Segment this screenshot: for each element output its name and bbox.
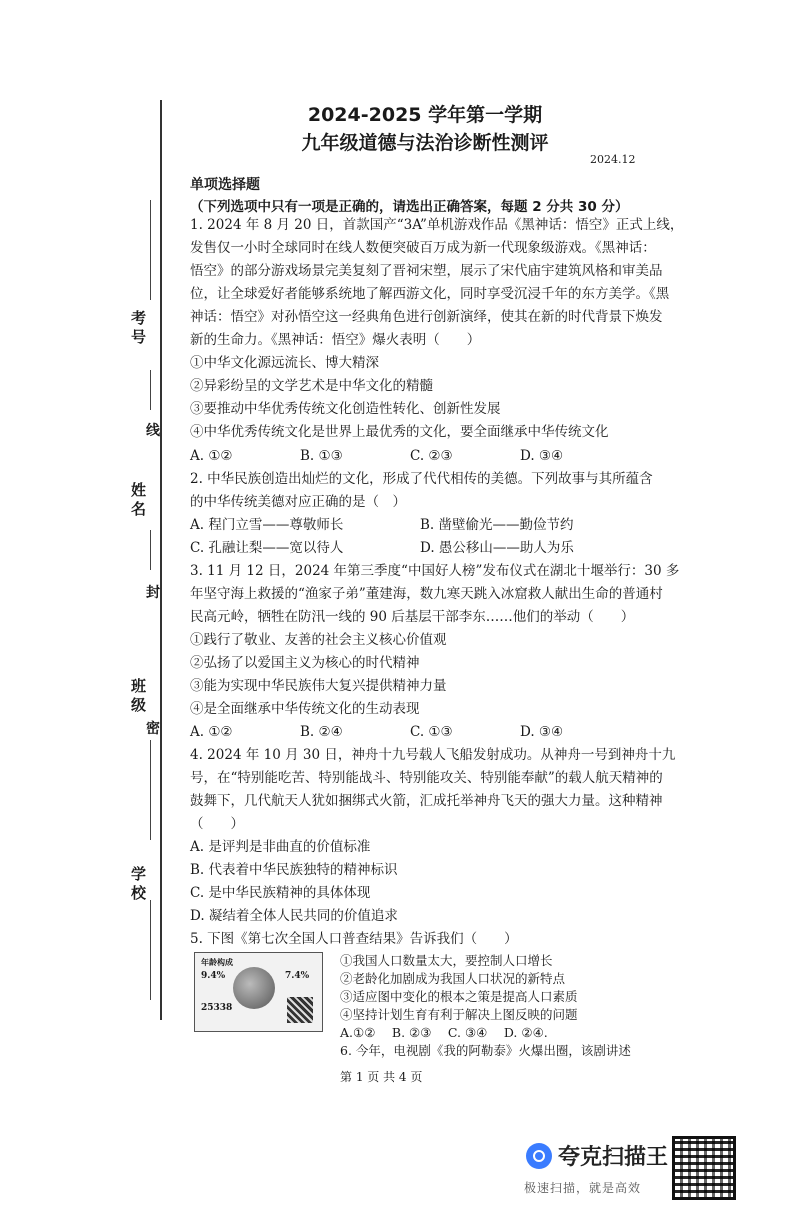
q6-line: 6. 今年，电视剧《我的阿勒泰》火爆出圈，该剧讲述 xyxy=(340,1043,631,1058)
q3-line: 3. 11 月 12 日，2024 年第三季度“中国好人榜”发布仪式在湖北十堰举行：30 多 xyxy=(190,563,680,579)
q5-statement: ④坚持计划生育有利于解决上图反映的问题 xyxy=(340,1007,578,1022)
census-image xyxy=(194,952,323,1032)
q4-option-a[interactable]: A. 是评判是非曲直的价值标准 xyxy=(190,839,371,855)
section-instruction: （下列选项中只有一项是正确的，请选出正确答案，每题 2 分共 30 分） xyxy=(190,199,629,215)
q4-option-c[interactable]: C. 是中华民族精神的具体体现 xyxy=(190,885,371,901)
q2-line: 的中华传统美德对应正确的是（ ） xyxy=(190,494,406,510)
q4-option-b[interactable]: B. 代表着中华民族独特的精神标识 xyxy=(190,862,398,878)
q4-line: 鼓舞下，几代航天人犹如捆绑式火箭，汇成托举神舟飞天的强大力量。这种精神 xyxy=(190,793,663,809)
q1-option-a[interactable]: A. ①② xyxy=(190,448,233,464)
q5-stem: 5. 下图《第七次全国人口普查结果》告诉我们（ ） xyxy=(190,931,518,947)
quark-logo-icon xyxy=(526,1143,552,1169)
name-blank-top xyxy=(150,370,151,410)
exam-title-subject: 九年级道德与法治诊断性测评 xyxy=(301,132,549,154)
exam-no-blank xyxy=(150,200,151,300)
q1-line: 新的生命力。《黑神话：悟空》爆火表明（ ） xyxy=(190,332,481,348)
q3-option-a[interactable]: A. ①② xyxy=(190,724,233,740)
q2-options-row1 xyxy=(190,515,650,535)
q1-line: 1. 2024 年 8 月 20 日，首款国产“3A”单机游戏作品《黑神话：悟空》正式上线， xyxy=(190,217,684,233)
q5-statement: ③适应图中变化的根本之策是提高人口素质 xyxy=(340,989,578,1004)
q3-options xyxy=(190,722,630,742)
cut-close-mark: 密 xyxy=(146,721,160,737)
q1-statement: ②异彩纷呈的文学艺术是中华文化的精髓 xyxy=(190,378,433,394)
q5-options[interactable]: A.①② B. ②③ C. ③④ D. ②④. xyxy=(340,1025,548,1040)
class-blank xyxy=(150,740,151,840)
q3-statement: ①践行了敬业、友善的社会主义核心价值观 xyxy=(190,632,447,648)
q1-line: 神话：悟空》对孙悟空这一经典角色进行创新演绎，使其在新的时代背景下焕发 xyxy=(190,309,663,325)
q3-option-d[interactable]: D. ③④ xyxy=(520,724,564,740)
q2-option-d[interactable]: D. 愚公移山——助人为乐 xyxy=(420,540,574,556)
cut-seal-mark: 封 xyxy=(146,585,160,601)
exam-title-term: 2024-2025 学年第一学期 xyxy=(307,104,543,126)
exam-date: 2024.12 xyxy=(590,153,636,166)
school-blank xyxy=(150,900,151,1000)
census-number-2: 7.4% xyxy=(285,971,310,981)
q2-option-a[interactable]: A. 程门立雪——尊敬师长 xyxy=(190,517,344,533)
q1-line: 悟空》的部分游戏场景完美复刻了晋祠宋塑，展示了宋代庙宇建筑风格和审美品 xyxy=(190,263,663,279)
binding-line xyxy=(160,100,162,1020)
q3-line: 民高元岭，牺牲在防汛一线的 90 后基层干部李东……他们的举动（ ） xyxy=(190,609,635,625)
q3-line: 年坚守海上救援的“渔家子弟”董建海，数九寒天跳入冰窟救人献出生命的普通村 xyxy=(190,586,663,602)
q3-statement: ②弘扬了以爱国主义为核心的时代精神 xyxy=(190,655,420,671)
q4-option-d[interactable]: D. 凝结着全体人民共同的价值追求 xyxy=(190,908,398,924)
page-number: 第 1 页 共 4 页 xyxy=(340,1070,423,1084)
q1-statement: ④中华优秀传统文化是世界上最优秀的文化，要全面继承中华传统文化 xyxy=(190,424,609,440)
q5-statement: ①我国人口数量太大，要控制人口增长 xyxy=(340,953,553,968)
q4-line: 4. 2024 年 10 月 30 日，神舟十九号载人飞船发射成功。从神舟一号到神舟十九 xyxy=(190,747,676,763)
q1-option-b[interactable]: B. ①③ xyxy=(300,448,343,464)
q2-line: 2. 中华民族创造出灿烂的文化，形成了代代相传的美德。下列故事与其所蕴含 xyxy=(190,471,653,487)
census-globe-image xyxy=(233,967,275,1009)
q1-option-d[interactable]: D. ③④ xyxy=(520,448,564,464)
q2-options-row2 xyxy=(190,538,650,558)
section-title: 单项选择题 xyxy=(190,177,260,193)
q4-line: 号，在“特别能吃苦、特别能战斗、特别能攻关、特别能奉献”的载人航天精神的 xyxy=(190,770,663,786)
q3-option-c[interactable]: C. ①③ xyxy=(410,724,453,740)
name-label: 姓名 xyxy=(129,482,147,520)
class-label: 班级 xyxy=(129,678,147,716)
q5-statement: ②老龄化加剧成为我国人口状况的新特点 xyxy=(340,971,566,986)
q2-option-b[interactable]: B. 凿壁偷光——勤俭节约 xyxy=(420,517,574,533)
q4-line: （ ） xyxy=(190,816,244,832)
exam-no-label: 考号 xyxy=(129,310,147,348)
name-blank xyxy=(150,530,151,570)
census-qr-icon xyxy=(287,997,313,1023)
census-number-1: 9.4% xyxy=(201,971,226,981)
q1-options xyxy=(190,446,630,466)
scanner-slogan: 极速扫描，就是高效 xyxy=(524,1181,642,1195)
q1-option-c[interactable]: C. ②③ xyxy=(410,448,453,464)
q3-statement: ③能为实现中华民族伟大复兴提供精神力量 xyxy=(190,678,447,694)
q1-statement: ①中华文化源远流长、博大精深 xyxy=(190,355,379,371)
q2-option-c[interactable]: C. 孔融让梨——宽以待人 xyxy=(190,540,344,556)
q1-line: 发售仅一小时全球同时在线人数便突破百万成为新一代现象级游戏。《黑神话： xyxy=(190,240,656,256)
q1-line: 位，让全球爱好者能够系统地了解西游文化，同时享受沉浸千年的东方美学。《黑 xyxy=(190,286,670,302)
q3-option-b[interactable]: B. ②④ xyxy=(300,724,343,740)
scanner-app-name: 夸克扫描王 xyxy=(558,1145,669,1170)
school-label: 学校 xyxy=(129,866,147,904)
cut-line-mark: 线 xyxy=(146,423,160,439)
q1-statement: ③要推动中华优秀传统文化创造性转化、创新性发展 xyxy=(190,401,501,417)
census-number-3: 25338 xyxy=(201,1003,233,1013)
census-image-title: 年龄构成 xyxy=(201,957,233,967)
q3-statement: ④是全面继承中华传统文化的生动表现 xyxy=(190,701,420,717)
qr-code-icon xyxy=(672,1136,736,1200)
